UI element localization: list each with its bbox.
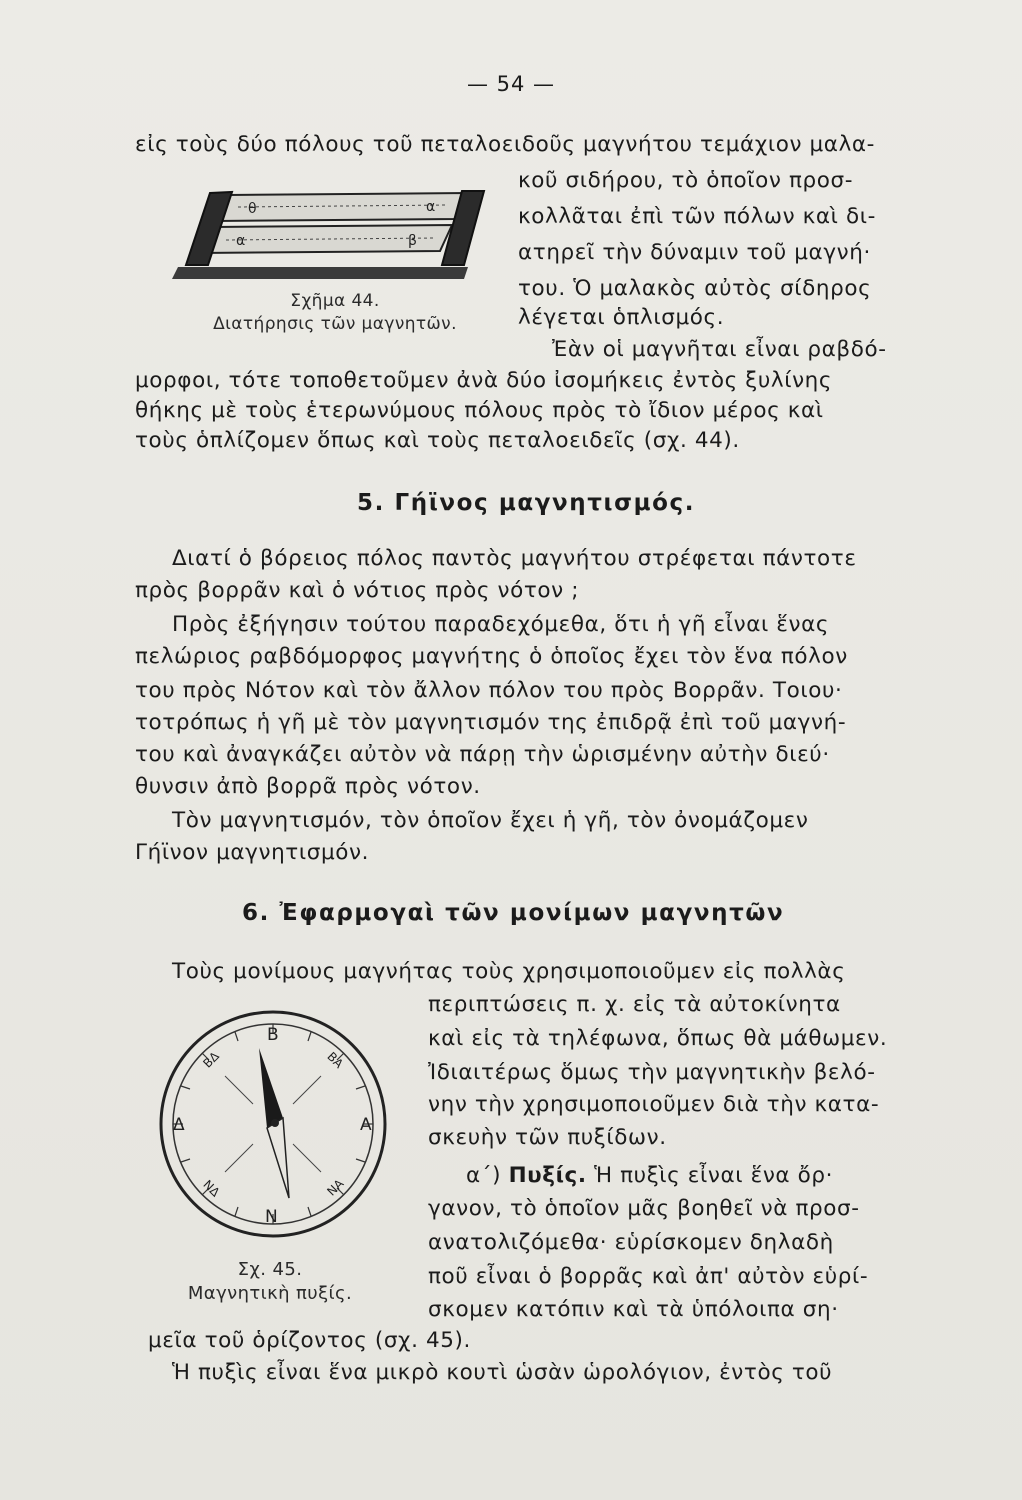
text-line: Τὸν μαγνητισμόν, τὸν ὁποῖον ἔχει ἡ γῆ, τὸν ὀνομάζομεν bbox=[172, 808, 809, 833]
section-heading: 6. Ἐφαρμογαὶ τῶν μονίμων μαγνητῶν bbox=[242, 900, 785, 926]
compass-south-label: Ν bbox=[265, 1207, 278, 1227]
text-line: σκομεν κατόπιν καὶ τὰ ὑπόλοιπα ση· bbox=[428, 1297, 839, 1322]
pyxis-text: Ἡ πυξὶς εἶναι ἕνα ὄρ· bbox=[594, 1163, 834, 1188]
compass-se-label: ΝΑ bbox=[324, 1176, 347, 1199]
compass-needle-north bbox=[259, 1048, 283, 1128]
section-heading: 5. Γήϊνος μαγνητισμός. bbox=[357, 490, 696, 516]
text-line: ατηρεῖ τὴν δύναμιν τοῦ μαγνή· bbox=[518, 240, 871, 265]
text-line: Γήϊνον μαγνητισμόν. bbox=[135, 840, 370, 865]
pyxis-label: α΄) bbox=[466, 1163, 502, 1188]
magnet-storage-figure bbox=[168, 185, 498, 285]
label-theta: θ bbox=[248, 201, 257, 217]
text-line: Ἰδιαιτέρως ὅμως τὴν μαγνητικὴν βελό- bbox=[428, 1060, 876, 1085]
text-line: τοτρόπως ἡ γῆ μὲ τὸν μαγνητισμόν της ἐπιδρᾷ ἐπὶ τοῦ μαγνή- bbox=[135, 710, 847, 735]
text-line: καὶ εἰς τὰ τηλέφωνα, ὅπως θὰ μάθωμεν. bbox=[428, 1026, 888, 1051]
text-line: πελώριος ραβδόμορφος μαγνήτης ὁ ὁποῖος ἔχει τὸν ἕνα πόλον bbox=[135, 644, 848, 669]
text-line bbox=[135, 130, 957, 160]
text-line: θυνσιν ἀπὸ βορρᾶ πρὸς νότον. bbox=[135, 774, 481, 799]
text-line: σκευὴν τῶν πυξίδων. bbox=[428, 1125, 667, 1150]
text-line bbox=[466, 1161, 833, 1191]
text-line: Ἡ πυξὶς εἶναι ἕνα μικρὸ κουτὶ ὡσὰν ὡρολόγιον, ἐντὸς τοῦ bbox=[172, 1360, 833, 1385]
text-line-content: εἰς τοὺς δύο πόλους τοῦ πεταλοειδοῦς μαγνήτου τεμάχιον μαλα- bbox=[135, 132, 876, 157]
compass-figure bbox=[155, 1002, 395, 1252]
compass-ne-label: ΒΑ bbox=[324, 1049, 346, 1071]
page-number: — 54 — bbox=[466, 72, 556, 96]
text-line: Ἐὰν οἱ μαγνῆται εἶναι ραβδό- bbox=[552, 337, 887, 362]
text-line: Διατί ὁ βόρειος πόλος παντὸς μαγνήτου στρέφεται πάντοτε bbox=[172, 546, 857, 571]
caption-title: Σχ. 45. bbox=[237, 1259, 303, 1280]
label-alpha-lower: α bbox=[236, 233, 246, 249]
text-line: του καὶ ἀναγκάζει αὐτὸν νὰ πάρῃ τὴν ὡρισμένην αὐτὴν διεύ· bbox=[135, 742, 830, 767]
label-beta: β bbox=[408, 233, 417, 249]
pyxis-term: Πυξίς. bbox=[508, 1163, 587, 1188]
compass-nw-label: ΒΔ bbox=[200, 1049, 222, 1071]
compass-west-label: Δ bbox=[173, 1115, 185, 1135]
text-line: λέγεται ὁπλισμός. bbox=[518, 305, 725, 330]
text-line: γανον, τὸ ὁποῖον μᾶς βοηθεῖ νὰ προσ- bbox=[428, 1196, 860, 1221]
text-line: κολλᾶται ἐπὶ τῶν πόλων καὶ δι- bbox=[518, 204, 876, 229]
text-line: θήκης μὲ τοὺς ἑτερωνύμους πόλους πρὸς τὸ ἴδιον μέρος καὶ bbox=[135, 398, 824, 423]
compass-north-label: Β bbox=[267, 1025, 279, 1045]
text-line: τοὺς ὁπλίζομεν ὅπως καὶ τοὺς πεταλοειδεῖς (σχ. 44). bbox=[135, 428, 740, 453]
text-line: νην τὴν χρησιμοποιοῦμεν διὰ τὴν κατα- bbox=[428, 1092, 880, 1117]
text-line: μεῖα τοῦ ὁρίζοντος (σχ. 45). bbox=[148, 1328, 471, 1353]
compass-sw-label: ΝΔ bbox=[200, 1177, 223, 1200]
text-line: ποῦ εἶναι ὁ βορρᾶς καὶ ἀπ' αὐτὸν εὑρί- bbox=[428, 1264, 869, 1289]
text-line: Πρὸς ἐξήγησιν τούτου παραδεχόμεθα, ὅτι ἡ γῆ εἶναι ἕνας bbox=[172, 612, 830, 637]
text-line: μορφοι, τότε τοποθετοῦμεν ἀνὰ δύο ἰσομήκεις ἐντὸς ξυλίνης bbox=[135, 368, 833, 393]
caption-title: Σχῆμα 44. bbox=[290, 291, 380, 311]
text-line: Τοὺς μονίμους μαγνήτας τοὺς χρησιμοποιοῦμεν εἰς πολλὰς bbox=[172, 959, 846, 984]
caption-text: Διατήρησις τῶν μαγνητῶν. bbox=[213, 314, 457, 334]
figure-45-caption bbox=[150, 1258, 390, 1306]
text-line: ανατολιζόμεθα· εὑρίσκομεν δηλαδὴ bbox=[428, 1230, 834, 1255]
compass-needle-south bbox=[267, 1118, 289, 1198]
compass-east-label: Α bbox=[360, 1115, 372, 1135]
text-line: κοῦ σιδήρου, τὸ ὁποῖον προσ- bbox=[518, 168, 854, 193]
caption-text: Μαγνητικὴ πυξίς. bbox=[187, 1283, 353, 1304]
text-line: του πρὸς Νότον καὶ τὸν ἄλλον πόλον του πρὸς Βορρᾶν. Τοιου· bbox=[135, 678, 843, 703]
text-line: περιπτώσεις π. χ. εἰς τὰ αὐτοκίνητα bbox=[428, 992, 841, 1017]
compass-pivot bbox=[271, 1119, 279, 1127]
text-line: πρὸς βορρᾶν καὶ ὁ νότιος πρὸς νότον ; bbox=[135, 578, 580, 603]
figure-44-caption bbox=[185, 290, 485, 336]
label-alpha: α bbox=[426, 199, 436, 215]
text-line: του. Ὁ μαλακὸς αὐτὸς σίδηρος bbox=[518, 276, 872, 301]
